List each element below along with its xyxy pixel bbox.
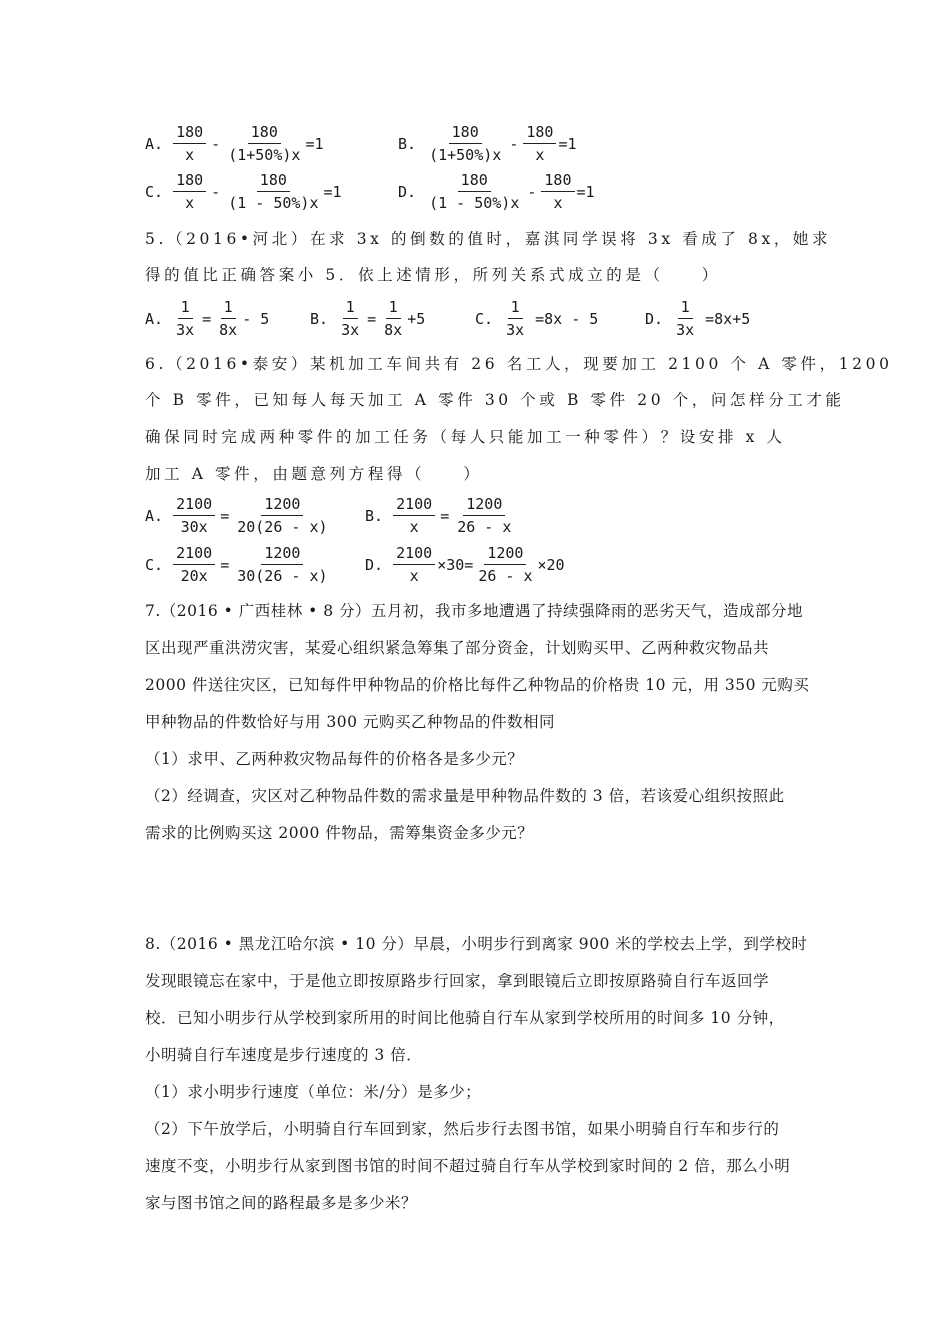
option-label: D. — [645, 309, 664, 328]
option-label: B. — [310, 309, 329, 328]
fraction: $\frac{2100}{x}$ — [393, 494, 435, 537]
q6-text-line: 确保同时完成两种零件的加工任务（每人只能加工一种零件）？设安排 x 人 — [145, 428, 786, 446]
option-label: C. — [145, 182, 164, 201]
fraction: $\frac{180}{x}$ — [523, 122, 556, 165]
q5-option-c[interactable]: C. $\frac{1}{3x}$ =8x - 5 — [475, 298, 599, 339]
q8-subquestion-2-cont: 家与图书馆之间的路程最多是多少米？ — [145, 1194, 418, 1212]
option-label: D. — [365, 555, 384, 574]
fraction: $\frac{2100}{20x}$ — [173, 543, 215, 586]
fraction: $\frac{180}{(1+50\%)x}$ — [228, 123, 301, 164]
q4-option-d[interactable]: D. $\frac{180}{(1 - 50\%)x}$ - $\frac{180}{x}$ =1 — [398, 171, 595, 212]
fraction: $\frac{1200}{30(26 - x)}$ — [237, 544, 328, 585]
q8-subquestion-1: （1）求小明步行速度（单位：米/分）是多少； — [145, 1083, 482, 1101]
option-label: B. — [365, 506, 384, 525]
q7-text-line: 7.（2016 • 广西桂林 • 8 分）五月初，我市多地遭遇了持续强降雨的恶劣天气，造成部分地 — [145, 602, 804, 620]
fraction: $\frac{180}{(1+50\%)x}$ — [429, 123, 502, 164]
fraction: $\frac{1200}{26 - x}$ — [457, 495, 512, 536]
q7-text-line: 区出现严重洪涝灾害，某爱心组织紧急筹集了部分资金，计划购买甲、乙两种救灾物品共 — [145, 639, 770, 657]
q8-subquestion-2: （2）下午放学后，小明骑自行车回到家，然后步行去图书馆，如果小明骑自行车和步行的 — [145, 1120, 780, 1138]
option-label: D. — [398, 182, 417, 201]
q8-text-line: 校．已知小明步行从学校到家所用的时间比他骑自行车从家到学校所用的时间多 10 分钟， — [145, 1009, 785, 1027]
q7-text-line: 2000 件送往灾区，已知每件甲种物品的价格比每件乙种物品的价格贵 10 元，用 350 元购买 — [145, 676, 810, 694]
q8-text-line: 8.（2016 • 黑龙江哈尔滨 • 10 分）早晨，小明步行到离家 900 米的学校去上学，到学校时 — [145, 935, 808, 953]
q8-text-line: 小明骑自行车速度是步行速度的 3 倍． — [145, 1046, 423, 1064]
fraction: $\frac{1}{3x}$ — [176, 298, 195, 339]
q6-text-line: 加工 A 零件，由题意列方程得（ ） — [145, 465, 483, 483]
fraction: $\frac{180}{x}$ — [541, 170, 574, 213]
fraction: $\frac{1}{8x}$ — [219, 298, 238, 339]
q4-option-a[interactable]: A. $\frac{180}{x}$ - $\frac{180}{(1+50\%)x}$ =1 — [145, 123, 324, 164]
q7-subquestion-2: （2）经调查，灾区对乙种物品件数的需求量是甲种物品件数的 3 倍，若该爱心组织按照此 — [145, 787, 785, 805]
q5-option-a[interactable]: A. $\frac{1}{3x}$ = $\frac{1}{8x}$ - 5 — [145, 298, 270, 339]
q6-option-b[interactable]: B. $\frac{2100}{x}$ = $\frac{1200}{26 - x}$ — [365, 494, 516, 537]
q6-option-c[interactable]: C. $\frac{2100}{20x}$ = $\frac{1200}{30(26 - x)}$ — [145, 543, 333, 586]
q8-subquestion-2-cont: 速度不变，小明步行从家到图书馆的时间不超过骑自行车从学校到家时间的 2 倍，那么小明 — [145, 1157, 791, 1175]
option-label: A. — [145, 309, 164, 328]
q6-option-a[interactable]: A. $\frac{2100}{30x}$ = $\frac{1200}{20(26 - x)}$ — [145, 494, 333, 537]
fraction: $\frac{2100}{30x}$ — [173, 494, 215, 537]
q7-subquestion-1: （1）求甲、乙两种救灾物品每件的价格各是多少元？ — [145, 750, 524, 768]
fraction: $\frac{180}{x}$ — [173, 170, 206, 213]
q4-option-c[interactable]: C. $\frac{180}{x}$ - $\frac{180}{(1 - 50\%)x}$ =1 — [145, 171, 342, 212]
fraction: $\frac{1}{3x}$ — [676, 298, 695, 339]
q7-subquestion-2-cont: 需求的比例购买这 2000 件物品，需筹集资金多少元？ — [145, 824, 534, 842]
option-label: A. — [145, 134, 164, 153]
fraction: $\frac{1}{8x}$ — [384, 298, 403, 339]
fraction: $\frac{1}{3x}$ — [506, 298, 525, 339]
q5-option-d[interactable]: D. $\frac{1}{3x}$ =8x+5 — [645, 298, 751, 339]
fraction: $\frac{180}{x}$ — [173, 122, 206, 165]
fraction: $\frac{1200}{20(26 - x)}$ — [237, 495, 328, 536]
option-label: B. — [398, 134, 417, 153]
fraction: $\frac{1}{3x}$ — [341, 298, 360, 339]
q6-text-line: 6.（2016•泰安）某机加工车间共有 26 名工人，现要加工 2100 个 A 零件，1200 — [145, 355, 893, 373]
q5-text-line: 5.（2016•河北）在求 3x 的倒数的值时，嘉淇同学误将 3x 看成了 8x，她求 — [145, 230, 832, 248]
q6-text-line: 个 B 零件，已知每人每天加工 A 零件 30 个或 B 零件 20 个，问怎样分工才能 — [145, 391, 845, 409]
option-label: A. — [145, 506, 164, 525]
q4-option-b[interactable]: B. $\frac{180}{(1+50\%)x}$ - $\frac{180}{x}$ =1 — [398, 123, 577, 164]
q7-text-line: 甲种物品的件数恰好与用 300 元购买乙种物品的件数相同 — [145, 713, 555, 731]
q5-option-b[interactable]: B. $\frac{1}{3x}$ = $\frac{1}{8x}$ +5 — [310, 298, 426, 339]
fraction: $\frac{180}{(1 - 50\%)x}$ — [228, 171, 319, 212]
fraction: $\frac{180}{(1 - 50\%)x}$ — [429, 171, 520, 212]
fraction: $\frac{2100}{x}$ — [393, 543, 435, 586]
q8-text-line: 发现眼镜忘在家中，于是他立即按原路步行回家，拿到眼镜后立即按原路骑自行车返回学 — [145, 972, 770, 990]
q6-option-d[interactable]: D. $\frac{2100}{x}$ ×30= $\frac{1200}{26 - x}$ ×20 — [365, 544, 565, 585]
option-label: C. — [475, 309, 494, 328]
option-label: C. — [145, 555, 164, 574]
fraction: $\frac{1200}{26 - x}$ — [478, 544, 533, 585]
q5-text-line: 得的值比正确答案小 5．依上述情形，所列关系式成立的是（ ） — [145, 266, 721, 284]
